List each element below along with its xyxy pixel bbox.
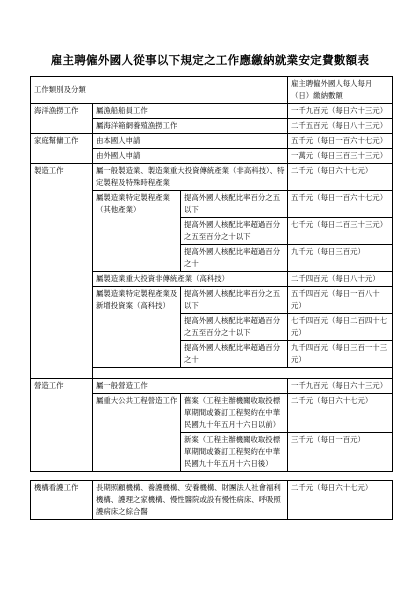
fee-mfg-2a: 五千元（每日一百六十七元） xyxy=(288,191,393,218)
subitem-mfg-2c: 提高外國人核配比率超過百分之十 xyxy=(181,245,288,272)
fee-mfg-general: 二千元（每日六十七元） xyxy=(288,164,393,191)
subitem-mfg-2b: 提高外國人核配比率超過百分之五至百分之十以下 xyxy=(181,218,288,245)
subitem-mfg-2a: 提高外國人核配比率百分之五以下 xyxy=(181,191,288,218)
subitem-construction-new: 新案（工程主辦機關收取投標單期間或簽訂工程契約在中華民國九十年五月十六日後） xyxy=(181,433,288,472)
page-title: 雇主聘僱外國人從事以下規定之工作應繳納就業安定費數額表 xyxy=(50,53,370,67)
fee-mfg-2c: 九千元（每日三百元） xyxy=(288,245,393,272)
spacer-cell xyxy=(93,368,393,379)
fee-care-institution: 二千元（每日六十七元） xyxy=(288,481,393,520)
item-construction-public: 屬重大公共工程營造工作 xyxy=(93,394,181,472)
table-row xyxy=(31,379,393,394)
fee-mfg-4a: 五千四百元（每日一百八十元） xyxy=(288,287,393,314)
category-construction: 營造工作 xyxy=(31,379,93,472)
fee-mfg-hightech: 二千四百元（每日八十元） xyxy=(288,272,393,287)
item-mfg-special-hightech: 屬製造業特定製程產業及新增投資案（高科技） xyxy=(93,287,181,368)
subitem-mfg-4c: 提高外國人核配比率超過百分之十 xyxy=(181,341,288,368)
subitem-construction-old: 舊案（工程主辦機關收取投標單期間或簽訂工程契約在中華民國九十年五月十六日以前） xyxy=(181,394,288,433)
table-row xyxy=(31,481,393,520)
table-row xyxy=(31,104,393,119)
fee-table xyxy=(30,76,393,520)
fee-domestic-local: 五千元（每日一百六十七元） xyxy=(288,134,393,149)
category-domestic: 家庭幫傭工作 xyxy=(31,134,93,164)
item-construction-general: 屬一般營造工作 xyxy=(93,379,288,394)
item-domestic-foreign: 由外國人申請 xyxy=(93,149,288,164)
category-manufacturing: 製造工作 xyxy=(31,164,93,379)
spacer-cell xyxy=(31,472,393,481)
header-fee: 雇主聘僱外國人每人每月（日）繳納數額 xyxy=(288,77,393,104)
fee-construction-general: 一千九百元（每日六十三元） xyxy=(288,379,393,394)
table-header-row xyxy=(31,77,393,104)
item-care-institution: 長期照顧機構、養護機構、安養機構、財團法人社會福利機構、護理之家機構、慢性醫院或設有慢性病床、呼吸照護病床之綜合醫 xyxy=(93,481,288,520)
subitem-mfg-4b: 提高外國人核配比率超過百分之五至百分之十以下 xyxy=(181,314,288,341)
fee-fishing-crew: 一千九百元（每日六十三元） xyxy=(288,104,393,119)
fee-domestic-foreign: 一萬元（每日三百三十三元） xyxy=(288,149,393,164)
table-row xyxy=(31,134,393,149)
fee-construction-new: 三千元（每日一百元） xyxy=(288,433,393,472)
category-fishing: 海洋漁撈工作 xyxy=(31,104,93,134)
fee-mfg-2b: 七千元（每日二百三十三元） xyxy=(288,218,393,245)
item-fishing-cage: 屬海洋箱網養殖漁撈工作 xyxy=(93,119,288,134)
fee-mfg-4b: 七千四百元（每日二百四十七元） xyxy=(288,314,393,341)
item-mfg-general: 屬一般製造業、製造業重大投資傳統產業（非高科技）、特定製程及特殊時程產業 xyxy=(93,164,288,191)
table-row-spacer xyxy=(31,472,393,481)
item-fishing-crew: 屬漁船船員工作 xyxy=(93,104,288,119)
fee-fishing-cage: 二千五百元（每日八十三元） xyxy=(288,119,393,134)
subitem-mfg-4a: 提高外國人核配比率百分之五以下 xyxy=(181,287,288,314)
fee-construction-old: 二千元（每日六十七元） xyxy=(288,394,393,433)
item-mfg-hightech: 屬製造業重大投資非傳統產業（高科技） xyxy=(93,272,288,287)
table-row xyxy=(31,164,393,191)
header-category: 工作類別及分類 xyxy=(31,77,288,104)
item-mfg-special-other: 屬製造業特定製程產業（其他產業） xyxy=(93,191,181,272)
fee-mfg-4c: 九千四百元（每日三百一十三元） xyxy=(288,341,393,368)
category-care: 機構看護工作 xyxy=(31,481,93,520)
item-domestic-local: 由本國人申請 xyxy=(93,134,288,149)
